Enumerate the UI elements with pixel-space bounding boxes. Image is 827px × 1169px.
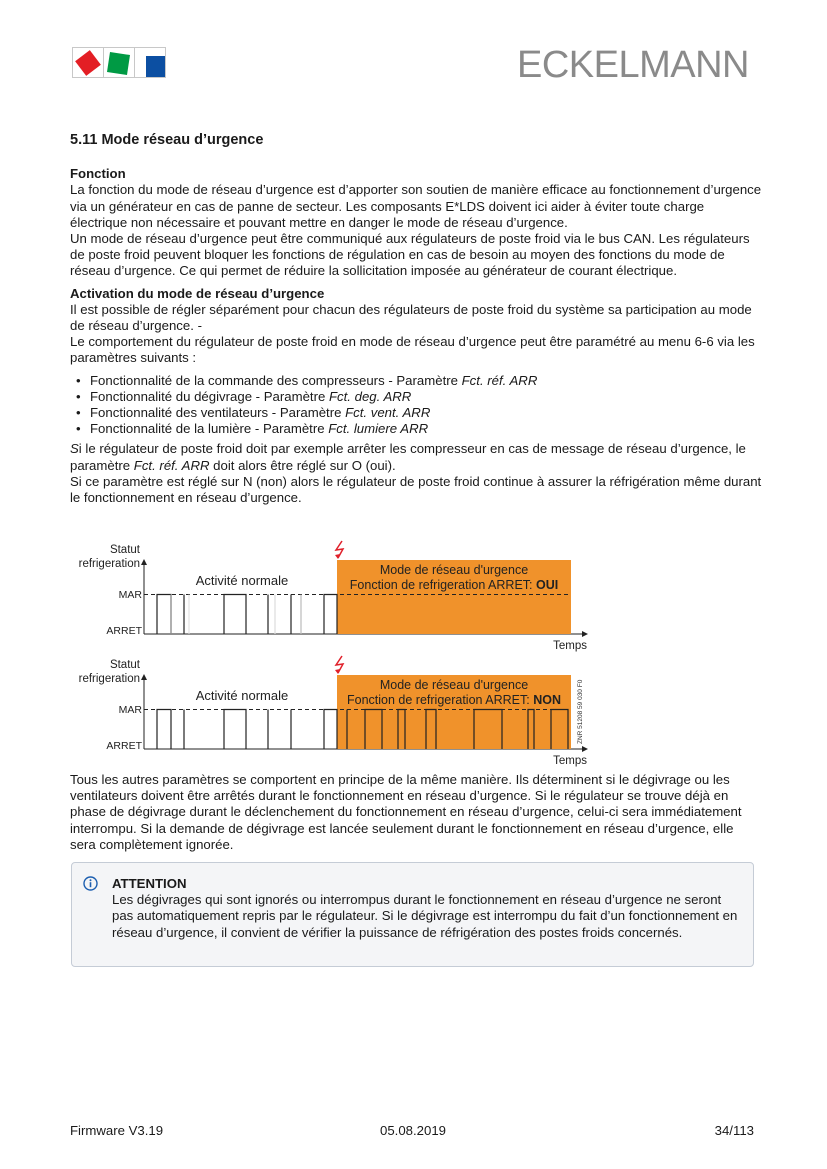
refrigeration-stop-prefix: Fonction de refrigeration ARRET: <box>347 693 534 707</box>
notice-body: Les dégivrages qui sont ignorés ou interrompus durant le fonctionnement en réseau d’urgence ne seront pas automatiquement repris par le régulateur. Si le dégivrage est interrompu du fait d’un fonctionnement en réseau d’urgence, il convient de vérifier la puissance de réfrigération des postes froids concernés. <box>112 892 738 940</box>
section-title: 5.11 Mode réseau d’urgence <box>70 132 264 148</box>
activation-heading: Activation du mode de réseau d’urgence <box>70 285 325 301</box>
refrigeration-stop-value: NON <box>533 693 561 707</box>
italic-initial: S <box>70 441 79 457</box>
parameter-name: Fct. réf. ARR <box>461 372 538 388</box>
footer-date: 05.08.2019 <box>380 1123 447 1138</box>
level-on-label: MAR <box>118 704 142 716</box>
fonction-heading: Fonction <box>70 166 126 182</box>
closing-section <box>70 772 762 853</box>
chart-non <box>79 656 588 767</box>
notice-title: ATTENTION <box>112 876 187 891</box>
list-item <box>76 421 762 437</box>
company-logo-squares <box>72 47 166 78</box>
activation-paragraph-2: Le comportement du régulateur de poste froid en mode de réseau d’urgence peut être paramétré au menu 6-6 via les paramètres suivants : <box>70 334 755 366</box>
parameter-list <box>70 373 762 438</box>
example-paragraph-2: Si ce paramètre est réglé sur N (non) alors le régulateur de poste froid continue à assurer la réfrigération même durant le fonctionnement en réseau d’urgence. <box>70 473 762 506</box>
list-item-text: Fonctionnalité du dégivrage - Paramètre <box>90 388 329 404</box>
footer-page-number: 34/113 <box>714 1123 754 1138</box>
activation-paragraph-1: Il est possible de régler séparément pour chacun des régulateurs de poste froid du système sa participation au mode de réseau d’urgence. - <box>70 301 752 334</box>
list-item <box>76 405 762 421</box>
parameter-name: Fct. réf. ARR <box>133 457 210 473</box>
y-label-line1: Statut <box>109 659 140 671</box>
level-on-label: MAR <box>118 589 142 601</box>
example-text-b: doit alors être réglé sur O (oui). <box>209 457 396 473</box>
normal-activity-label: Activité normale <box>195 688 289 703</box>
emergency-mode-label: Mode de réseau d'urgence <box>379 678 529 692</box>
closing-paragraph: Tous les autres paramètres se comportent en principe de la même manière. Ils déterminent si le dégivrage ou les ventilateurs doivent être arrêtés durant le fonctionnement en réseau d’urgence. Si le régulateur se trouve déjà en phase de dégivrage durant le déclenchement du fonctionnement en réseau d’urgence, celui-ci sera immédiatement interrompu. Si la demande de dégivrage est lancée seulement durant le fonctionnement en réseau d’urgence, elle sera complètement ignorée. <box>70 772 742 852</box>
example-paragraph-1 <box>70 441 762 473</box>
y-label-line1: Statut <box>109 544 140 556</box>
list-item-text: Fonctionnalité des ventilateurs - Paramètre <box>90 405 346 421</box>
refrigeration-stop-label <box>347 693 561 707</box>
parameter-name: Fct. deg. ARR <box>328 388 412 404</box>
parameter-name: Fct. vent. ARR <box>345 405 431 421</box>
info-icon <box>83 876 98 891</box>
footer-firmware-version: Firmware V3.19 <box>70 1123 164 1138</box>
list-item <box>76 373 762 389</box>
list-item-text: Fonctionnalité de la commande des compresseurs - Paramètre <box>90 372 462 388</box>
refrigeration-stop-label <box>350 578 558 592</box>
emergency-mode-label: Mode de réseau d'urgence <box>379 563 529 577</box>
attention-notice <box>71 862 754 967</box>
level-off-label: ARRET <box>106 625 142 637</box>
y-label-line2: refrigeration <box>78 558 140 570</box>
normal-activity-label: Activité normale <box>195 573 289 588</box>
fonction-paragraph-1: La fonction du mode de réseau d’urgence est d’apporter son soutien de manière efficace au fonctionnement d’urgence via un générateur en cas de panne de secteur. Les composants E*LDS doivent ici aider à éviter toute charge électrique non nécessaire et pouvant mettre en danger le mode de réseau d’urgence. <box>70 182 762 230</box>
x-label: Temps <box>553 755 587 767</box>
lightning-icon <box>335 541 343 559</box>
figure-reference: ZNR 51208 59 030 F0 <box>577 679 584 744</box>
y-label-line2: refrigeration <box>78 673 140 685</box>
emergency-mode-diagram <box>70 537 600 769</box>
list-item <box>76 389 762 405</box>
brand-wordmark: ECKELMANN <box>517 44 749 86</box>
list-item-text: Fonctionnalité de la lumière - Paramètre <box>90 421 329 437</box>
fonction-paragraph-2: Un mode de réseau d’urgence peut être communiqué aux régulateurs de poste froid via le bus CAN. Les régulateurs de poste froid peuvent bloquer les fonctions de régulation en cas de besoin au moyen des fonctions du mode de réseau d’urgence. Ce qui permet de réduire la sollicitation imposée au générateur de courant électrique. <box>70 231 750 279</box>
refrigeration-stop-prefix: Fonction de refrigeration ARRET: <box>349 578 536 592</box>
chart-oui <box>79 541 588 652</box>
document-body <box>70 132 762 506</box>
lightning-icon <box>335 656 343 674</box>
example-text-a: i le régulateur de poste froid doit par exemple arrêter les compresseur en cas de message de réseau d’urgence, le paramètre <box>70 441 746 473</box>
x-label: Temps <box>553 640 587 652</box>
refrigeration-stop-value: OUI <box>535 578 559 592</box>
parameter-name: Fct. lumiere ARR <box>328 421 429 437</box>
level-off-label: ARRET <box>106 740 142 752</box>
